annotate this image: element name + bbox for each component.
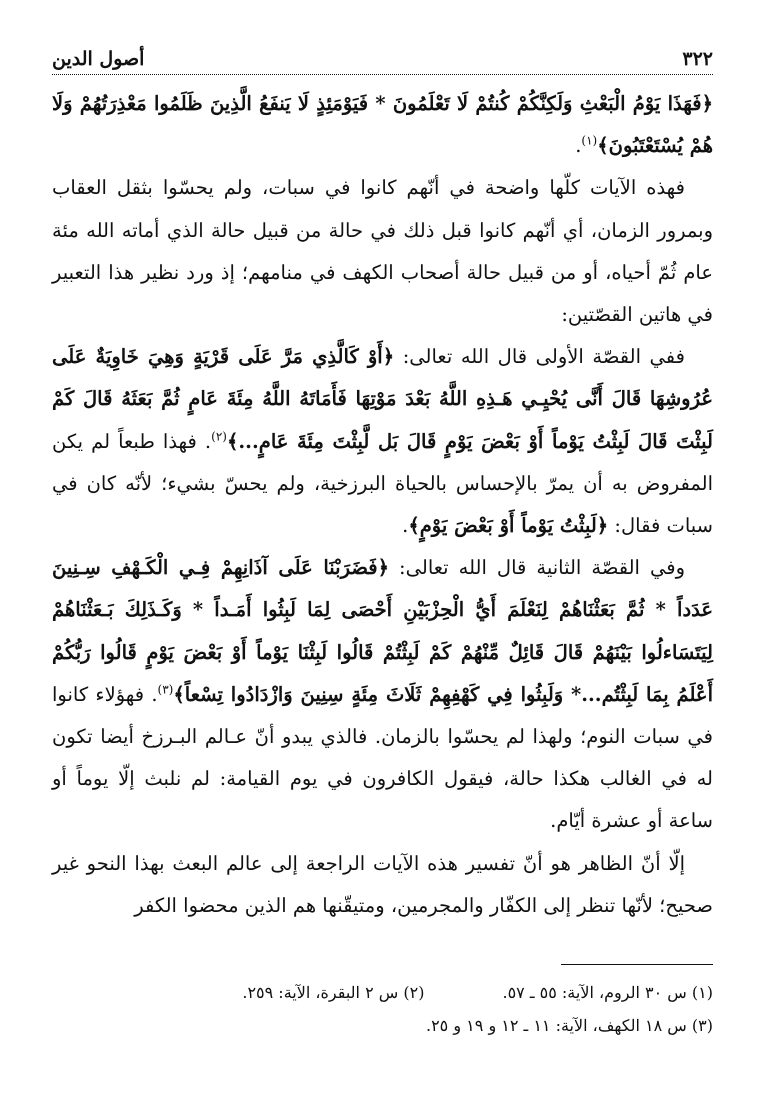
paragraph-text: . xyxy=(402,514,409,538)
paragraph-3 xyxy=(52,336,713,547)
paragraph-2: فهذه الآيات كلّها واضحة في أنّهم كانوا في سبات، ولم يحسّوا بثقل العقاب وبمرور الزمان، أي أنّهم كانوا قبل ذلك في حالة من قبيل حالة الذي أماته الله مئة عام ثُمّ أحياه، أو من قبيل حالة أصحاب الكهف في منامهم؛ إذ ورد نظير هذا التعبير في هاتين القصّتين: xyxy=(52,176,713,327)
page-header xyxy=(52,34,713,75)
quran-verse: ﴿لَبِثْتُ يَوْماً أَوْ بَعْضَ يَوْمٍ﴾ xyxy=(408,514,609,538)
paragraph-text: . فهؤلاء كانوا في سبات النوم؛ ولهذا لم يحسّوا بالزمان. فالذي يبدو أنّ عـالم البـرزخ أيضا تكون له في الغالب هكذا حالة، فيقول الكافرون في يوم القيامة: لم نلبث إلّا يوماً أو ساعة أو عشرة أيّام. xyxy=(52,682,713,833)
paragraph-text: . فهذا طبعاً لم يكن المفروض به أن يمرّ بالإحساس بالحياة البرزخية، ولم يحسّ بشيء؛ لأنّه كان في سبات فقال: xyxy=(52,429,713,538)
paragraph-5: إلّا أنّ الظاهر هو أنّ تفسير هذه الآيات الراجعة إلى عالم البعث بهذا النحو غير صحيح؛ لأنّها تنظر إلى الكفّار والمجرمين، ومتيقّنها هم الذين محضوا الكفر xyxy=(52,851,713,917)
paragraph-4 xyxy=(52,547,713,842)
footnotes-row xyxy=(52,980,713,1006)
quran-verse: ﴿أَوْ كَالَّذِي مَرَّ عَلَى قَرْيَةٍ وَهِيَ خَاوِيَةٌ عَلَى عُرُوشِهَا قَالَ أَنَّى يُحْيِـي هَـذِهِ اللَّهُ بَعْدَ مَوْتِهَا فَأَمَاتَهُ اللَّهُ مِئَةَ عَامٍ ثُمَّ بَعَثَهُ قَالَ كَمْ لَبِثْتَ قَالَ لَبِثْتُ يَوْماً أَوْ بَعْضَ يَوْمٍ قَالَ بَل لَّبِثْتَ مِئَةَ عَامٍ...﴾ xyxy=(52,345,713,453)
page-number: ٣٢٢ xyxy=(682,48,713,70)
footnote-divider xyxy=(561,964,713,965)
footnote-2: (٢) س ٢ البقرة، الآية: ٢٥٩. xyxy=(242,983,425,1002)
paragraph-text: وفي القصّة الثانية قال الله تعالى: xyxy=(389,556,685,580)
paragraph-1: ﴿فَهَذَا يَوْمُ الْبَعْثِ وَلَكِنَّكُمْ كُنتُمْ لَا تَعْلَمُونَ * فَيَوْمَئِذٍ لَا يَنفَعُ الَّذِينَ ظَلَمُوا مَعْذِرَتُهُمْ وَلَا هُمْ يُسْتَعْتَبُونَ﴾$^{(١)}$. xyxy=(52,92,713,158)
page-body xyxy=(52,83,713,927)
book-title: أصول الدين xyxy=(52,48,145,70)
footnote-ref: (٢) xyxy=(211,429,227,444)
footnote-1: (١) س ٣٠ الروم، الآية: ٥٥ ـ ٥٧. xyxy=(502,983,713,1002)
footnote-ref: (٣) xyxy=(157,682,174,697)
quran-verse: ﴿فَهَذَا يَوْمُ الْبَعْثِ وَلَكِنَّكُمْ كُنتُمْ لَا تَعْلَمُونَ * فَيَوْمَئِذٍ لَا يَنفَعُ الَّذِينَ ظَلَمُوا مَعْذِرَتُهُمْ وَلَا هُمْ يُسْتَعْتَبُونَ﴾ xyxy=(52,92,713,158)
paragraph-text: ففي القصّة الأولى قال الله تعالى: xyxy=(394,345,685,369)
footnote-ref: (١) xyxy=(581,133,598,148)
quran-verse: ﴿فَضَرَبْنَا عَلَى آذَانِهِمْ فِـي الْكَـهْفِ سِـنِينَ عَدَداً * ثُمَّ بَعَثْنَاهُمْ لِنَعْلَمَ أَيُّ الْحِزْبَيْنِ أَحْصَى لِمَا لَبِثُوا أَمَـداً * وَكَـذَلِكَ بَـعَثْنَاهُمْ لِيَتَسَاءلُوا بَيْنَهُمْ قَالَ قَائِلٌ مِّنْهُمْ كَمْ لَبِثْتُمْ قَالُوا لَبِثْنَا يَوْماً أَوْ بَعْضَ يَوْمٍ قَالُوا رَبُّكُمْ أَعْلَمُ بِمَا لَبِثْتُم...* وَلَبِثُوا فِي كَهْفِهِمْ ثَلَاثَ مِئَةٍ سِنِينَ وَازْدَادُوا تِسْعاً﴾ xyxy=(52,556,713,706)
footnote-3: (٣) س ١٨ الكهف، الآية: ١١ ـ ١٢ و ١٩ و ٢٥. xyxy=(425,1016,713,1035)
